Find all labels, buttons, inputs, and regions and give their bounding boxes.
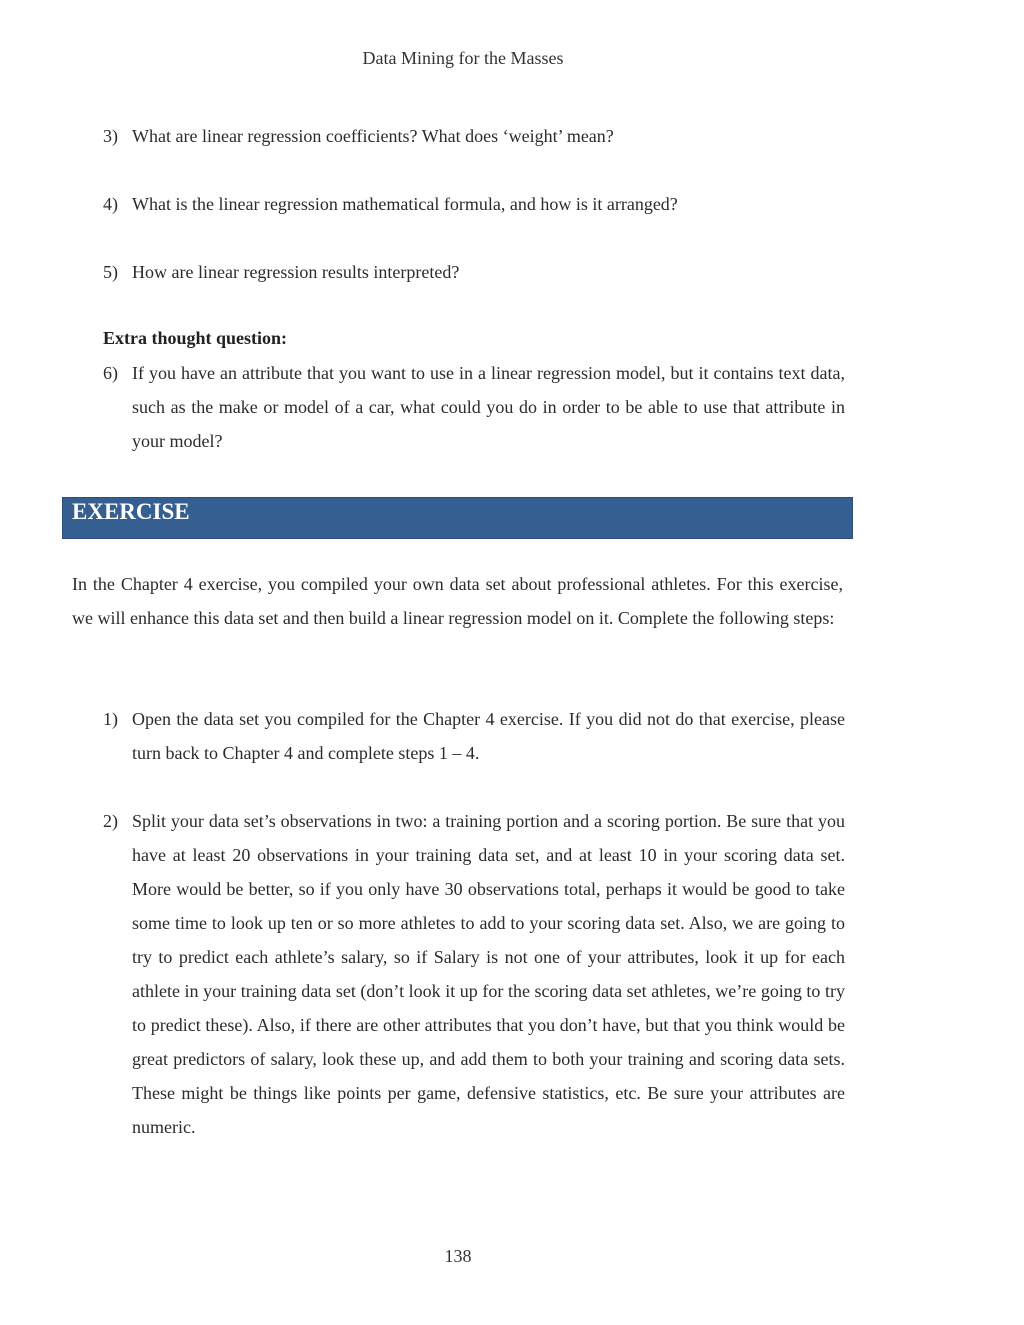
- question-3: [103, 119, 845, 153]
- question-number: 6): [103, 363, 118, 383]
- question-5: [103, 255, 845, 289]
- question-text: How are linear regression results interpreted?: [132, 262, 460, 282]
- running-header: Data Mining for the Masses: [362, 48, 564, 68]
- step-number: 1): [103, 709, 118, 729]
- question-text: What are linear regression coefficients? What does ‘weight’ mean?: [132, 126, 614, 146]
- step-text: Split your data set’s observations in two: a training portion and a scoring portion. Be sure that you have at least 20 observations in your training data set, and at least 10 in your scoring data set. More would be better, so if you only have 30 observations total, perhaps it would be good to take some time to look up ten or so more athletes to add to your scoring data set. Also, we are going to try to predict each athlete’s salary, so if Salary is not one of your attributes, look it up for each athlete in your training data set (don’t look it up for the scoring data set athletes, we’re going to try to predict these). Also, if there are other attributes that you don’t have, but that you think would be great predictors of salary, look these up, and add them to both your training and scoring data sets. These might be things like points per game, defensive statistics, etc. Be sure your attributes are numeric.: [132, 811, 845, 1137]
- question-number: 4): [103, 194, 118, 214]
- exercise-step-2: [103, 804, 845, 1144]
- extra-question-heading: Extra thought question:: [103, 328, 288, 348]
- step-text: Open the data set you compiled for the Chapter 4 exercise. If you did not do that exercise, please turn back to Chapter 4 and complete steps 1 – 4.: [132, 709, 845, 763]
- exercise-step-1: [103, 702, 845, 770]
- exercise-banner: [62, 497, 853, 539]
- question-number: 3): [103, 126, 118, 146]
- exercise-intro: In the Chapter 4 exercise, you compiled your own data set about professional athletes. For this exercise, we will enhance this data set and then build a linear regression model on it. Complete the following steps:: [72, 574, 843, 628]
- exercise-title: EXERCISE: [72, 499, 190, 524]
- step-number: 2): [103, 811, 118, 831]
- question-4: [103, 187, 845, 221]
- question-number: 5): [103, 262, 118, 282]
- question-text: If you have an attribute that you want to use in a linear regression model, but it contains text data, such as the make or model of a car, what could you do in order to be able to use that attribute in your model?: [132, 363, 845, 451]
- question-text: What is the linear regression mathematical formula, and how is it arranged?: [132, 194, 678, 214]
- page-number: 138: [444, 1246, 472, 1266]
- question-6: [103, 356, 845, 458]
